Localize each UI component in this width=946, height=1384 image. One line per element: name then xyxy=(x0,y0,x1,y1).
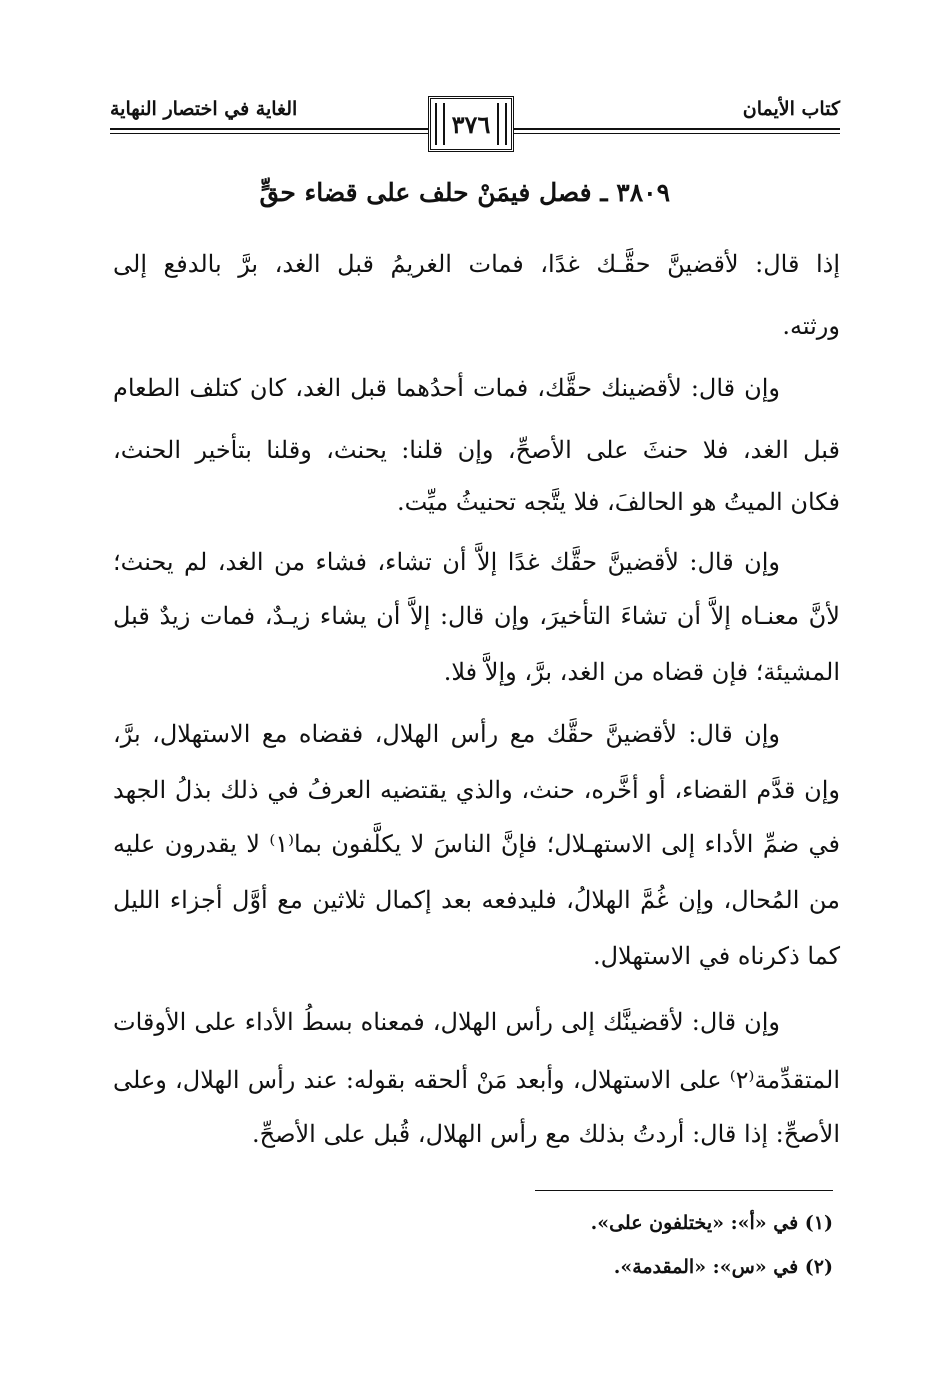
footnote: (١) في «أ»: «يختلفون على». xyxy=(590,1212,833,1234)
header-rule-left xyxy=(110,128,428,130)
header-rule-right-thin xyxy=(514,133,840,134)
text-line: المشيئة؛ فإن قضاه من الغد، برَّ، وإلاَّ فلا. xyxy=(443,658,840,686)
header-rule-left-thin xyxy=(110,133,428,134)
header-book-title: كتاب الأيمان xyxy=(742,98,840,120)
text-line: وإن قدَّم القضاء، أو أخَّره، حنث، والذي يقتضيه العرفُ في ذلك بذلُ الجهد xyxy=(113,776,840,804)
text-line: لأنَّ معنـاه إلاَّ أن تشاءَ التأخيرَ، وإن قال: إلاَّ أن يشاء زيـدٌ، فمات زيدٌ قبل xyxy=(113,602,840,630)
text-line: ورثته. xyxy=(782,312,840,340)
text-line: من المُحال، وإن غُمَّ الهلالُ، فليدفعه بعد إكمال ثلاثين مع أوَّل أجزاء الليل xyxy=(113,886,840,914)
text-line: وإن قال: لأقضينَّ حقَّك مع رأس الهلال، فقضاه مع الاستهلال، برَّ، xyxy=(113,720,780,748)
running-header xyxy=(110,92,840,162)
text-line: وإن قال: لأقضينَّ حقَّك غدًا إلاَّ أن تشاء، فشاء من الغد، لم يحنث؛ xyxy=(113,548,780,576)
text-line: في ضمِّ الأداء إلى الاستهـلال؛ فإنَّ الناسَ لا يكلَّفون بما⁽١⁾ لا يقدرون عليه xyxy=(113,830,840,858)
page-number-box xyxy=(428,96,514,152)
footnote: (٢) في «س»: «المقدمة». xyxy=(613,1256,833,1278)
text-line: فكان الميتُ هو الحالفَ، فلا يتَّجه تحنيثُ ميِّت. xyxy=(396,488,840,516)
text-line: المتقدِّمة⁽٢⁾ على الاستهلال، وأبعد مَنْ ألحقه بقوله: عند رأس الهلال، وعلى xyxy=(113,1066,840,1094)
text-line: كما ذكرناه في الاستهلال. xyxy=(592,942,840,970)
text-line: إذا قال: لأقضينَّ حقَّـك غدًا، فمات الغريمُ قبل الغد، برَّ بالدفع إلى xyxy=(113,250,840,278)
header-work-title: الغاية في اختصار النهاية xyxy=(110,98,298,120)
text-line: قبل الغد، فلا حنثَ على الأصحِّ، وإن قلنا: يحنث، وقلنا بتأخير الحنث، xyxy=(113,436,840,464)
header-rule-right xyxy=(514,128,840,130)
text-line: الأصحِّ: إذا قال: أردتُ بذلك مع رأس الهلال، قُبل على الأصحِّ. xyxy=(251,1120,840,1148)
text-line: وإن قال: لأقضينك حقَّك، فمات أحدُهما قبل الغد، كان كتلف الطعام xyxy=(113,374,780,402)
footnote-rule xyxy=(535,1190,833,1191)
section-title: ٣٨٠٩ ـ فصل فيمَنْ حلف على قضاء حقٍّ xyxy=(259,178,670,207)
page-number: ٣٧٦ xyxy=(451,109,491,139)
text-line: وإن قال: لأقضينَّك إلى رأس الهلال، فمعناه بسطُ الأداء على الأوقات xyxy=(113,1008,780,1036)
